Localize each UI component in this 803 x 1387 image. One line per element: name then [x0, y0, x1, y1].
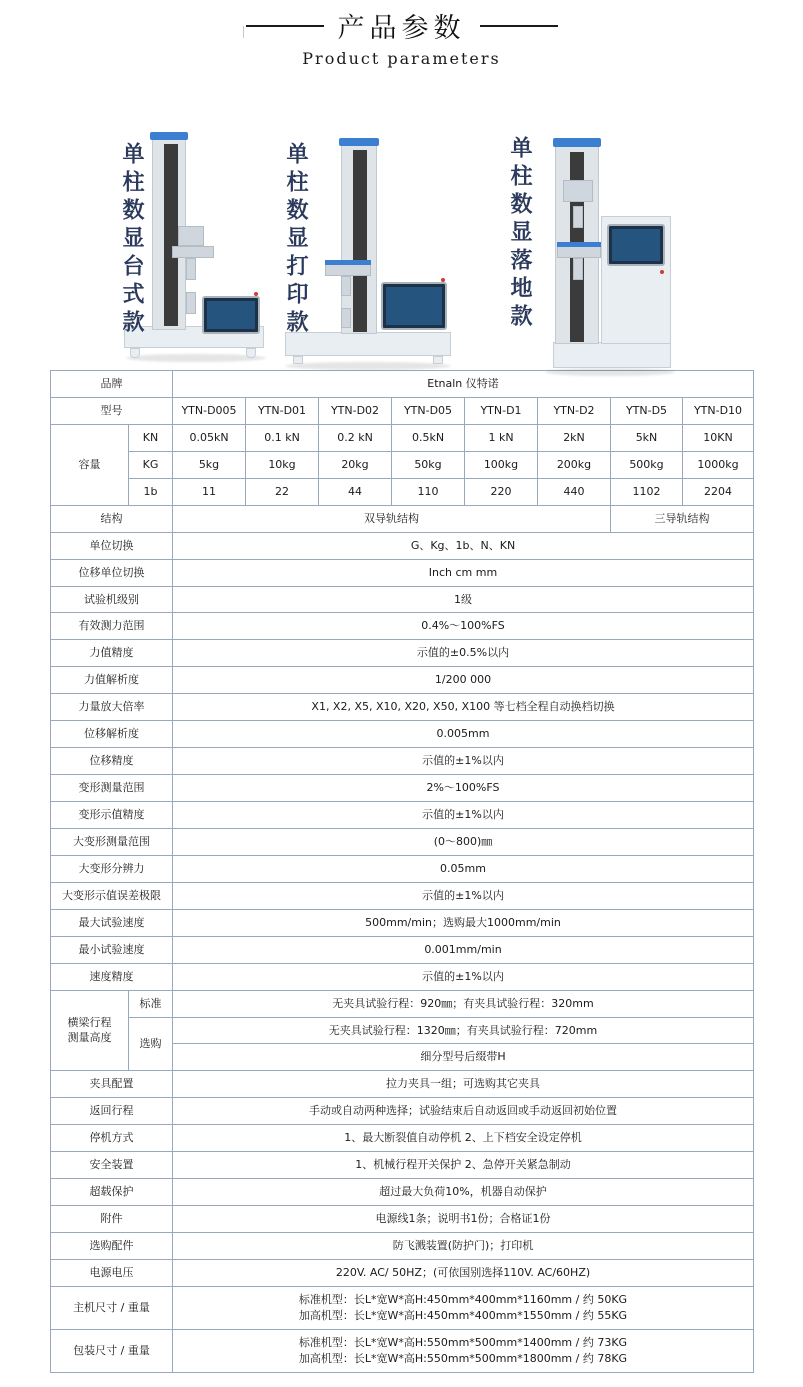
- row-label: 大变形分辨力: [51, 855, 173, 882]
- row-label-structure: 结构: [51, 505, 173, 532]
- stroke-sub-standard: 标准: [129, 990, 173, 1017]
- row-value-main-size: [173, 1286, 754, 1329]
- machine-crosshead: [557, 246, 601, 258]
- title-rule-left: [246, 25, 324, 27]
- row-value: 示值的±1%以内: [173, 882, 754, 909]
- machine-base-foot: [130, 348, 140, 358]
- capacity-cell: 1102: [611, 478, 683, 505]
- table-row: [51, 1206, 754, 1233]
- machine-base-foot: [246, 348, 256, 358]
- machine-base: [553, 342, 671, 368]
- table-row: [51, 1179, 754, 1206]
- machine-crosshead-accent: [325, 260, 371, 265]
- row-label: 最小试验速度: [51, 936, 173, 963]
- model-cell: YTN-D5: [611, 397, 683, 424]
- table-row: [51, 855, 754, 882]
- row-label-brand: 品牌: [51, 371, 173, 398]
- capacity-cell: 0.5kN: [392, 424, 465, 451]
- spec-table-wrapper: [0, 370, 803, 1387]
- capacity-cell: 1000kg: [683, 451, 754, 478]
- table-row: [51, 532, 754, 559]
- row-value-package-size: [173, 1329, 754, 1372]
- row-value: 1级: [173, 586, 754, 613]
- table-row-main-size: [51, 1286, 754, 1329]
- stroke-option-value: 无夹具试验行程：1320㎜；有夹具试验行程：720mm: [173, 1017, 754, 1044]
- row-value: 2%～100%FS: [173, 775, 754, 802]
- table-row: [51, 802, 754, 829]
- page-subtitle: Product parameters: [302, 49, 501, 68]
- machine-crosshead-accent: [557, 242, 601, 247]
- model-cell: YTN-D05: [392, 397, 465, 424]
- capacity-cell: 2204: [683, 478, 754, 505]
- row-label: 停机方式: [51, 1125, 173, 1152]
- capacity-cell: 220: [465, 478, 538, 505]
- cell-structure-triple: 三导轨结构: [611, 505, 754, 532]
- row-value: 1/200 000: [173, 667, 754, 694]
- row-label: 电源电压: [51, 1259, 173, 1286]
- capacity-unit: KG: [129, 451, 173, 478]
- machine-column: [353, 150, 367, 332]
- table-row: [51, 640, 754, 667]
- row-value: 500mm/min；选购最大1000mm/min: [173, 909, 754, 936]
- table-row: [51, 1071, 754, 1098]
- table-row: [51, 667, 754, 694]
- model-cell: YTN-D02: [319, 397, 392, 424]
- stroke-option-note: 细分型号后缀带H: [173, 1044, 754, 1071]
- capacity-cell: 100kg: [465, 451, 538, 478]
- page-title: 产品参数: [337, 13, 466, 44]
- table-row: [51, 559, 754, 586]
- row-value: 示值的±1%以内: [173, 748, 754, 775]
- product-image-1: [120, 126, 270, 366]
- table-row-structure: [51, 505, 754, 532]
- machine-control-panel: [202, 296, 260, 334]
- capacity-cell: 44: [319, 478, 392, 505]
- shadow: [285, 362, 451, 370]
- row-value: 0.4%～100%FS: [173, 613, 754, 640]
- main-size-line1: 标准机型：长L*宽W*高H:450mm*400mm*1160mm / 约 50KG: [298, 1292, 628, 1306]
- row-value: 超过最大负荷10%，机器自动保护: [173, 1179, 754, 1206]
- table-row: [51, 613, 754, 640]
- package-size-line1: 标准机型：长L*宽W*高H:550mm*500mm*1400mm / 约 73KG: [298, 1335, 628, 1349]
- row-value: 电源线1条；说明书1份；合格证1份: [173, 1206, 754, 1233]
- product-label-2: 单柱数显打印款: [283, 142, 309, 338]
- product-image-2: [285, 136, 455, 366]
- capacity-cell: 0.1 kN: [246, 424, 319, 451]
- capacity-cell: 1 kN: [465, 424, 538, 451]
- row-label: 夹具配置: [51, 1071, 173, 1098]
- table-row: [51, 1233, 754, 1260]
- table-row-capacity-kg: [51, 451, 754, 478]
- row-value: X1, X2, X5, X10, X20, X50, X100 等七档全程自动换档切换: [173, 694, 754, 721]
- machine-top-cap: [553, 138, 601, 147]
- capacity-cell: 0.2 kN: [319, 424, 392, 451]
- table-row: [51, 694, 754, 721]
- row-label: 大变形示值误差极限: [51, 882, 173, 909]
- package-size-line2: 加高机型：长L*宽W*高H:550mm*500mm*1800mm / 约 78KG: [298, 1351, 628, 1365]
- capacity-cell: 0.05kN: [173, 424, 246, 451]
- capacity-unit: KN: [129, 424, 173, 451]
- table-row: [51, 882, 754, 909]
- main-size-line2: 加高机型：长L*宽W*高H:450mm*400mm*1550mm / 约 55KG: [298, 1308, 628, 1322]
- row-label-main-size: 主机尺寸 / 重量: [51, 1286, 173, 1329]
- machine-top-cap: [339, 138, 379, 146]
- table-row-model: [51, 397, 754, 424]
- row-label: 返回行程: [51, 1098, 173, 1125]
- row-label: 大变形测量范围: [51, 828, 173, 855]
- model-cell: YTN-D1: [465, 397, 538, 424]
- machine-crosshead: [172, 246, 214, 258]
- product-image-3: [505, 88, 685, 373]
- stroke-label-line2: 测量高度: [67, 1031, 112, 1045]
- capacity-cell: 500kg: [611, 451, 683, 478]
- model-cell: YTN-D10: [683, 397, 754, 424]
- table-row-stroke-standard: [51, 990, 754, 1017]
- machine-grip-upper: [341, 276, 351, 296]
- machine-grip-lower: [186, 292, 196, 314]
- row-value: 示值的±1%以内: [173, 802, 754, 829]
- row-label: 最大试验速度: [51, 909, 173, 936]
- machine-column: [164, 144, 178, 326]
- status-led: [660, 270, 664, 274]
- shadow: [545, 368, 675, 376]
- product-label-3: 单柱数显落地款: [507, 136, 533, 332]
- stroke-standard-value: 无夹具试验行程：920㎜；有夹具试验行程：320mm: [173, 990, 754, 1017]
- capacity-cell: 10KN: [683, 424, 754, 451]
- row-label: 有效测力范围: [51, 613, 173, 640]
- capacity-cell: 20kg: [319, 451, 392, 478]
- row-label-model: 型号: [51, 397, 173, 424]
- row-label: 力值精度: [51, 640, 173, 667]
- machine-base-foot: [433, 356, 443, 364]
- row-label: 位移单位切换: [51, 559, 173, 586]
- machine-grip-lower: [573, 258, 583, 280]
- row-value: 1、最大断裂值自动停机 2、上下档安全设定停机: [173, 1125, 754, 1152]
- row-label: 力值解析度: [51, 667, 173, 694]
- row-value: 示值的±0.5%以内: [173, 640, 754, 667]
- row-value: 手动或自动两种选择；试验结束后自动返回或手动返回初始位置: [173, 1098, 754, 1125]
- capacity-cell: 10kg: [246, 451, 319, 478]
- capacity-cell: 5kg: [173, 451, 246, 478]
- model-cell: YTN-D01: [246, 397, 319, 424]
- table-row: [51, 721, 754, 748]
- machine-top-cap: [150, 132, 188, 140]
- cell-structure-dual: 双导轨结构: [173, 505, 611, 532]
- row-label: 位移精度: [51, 748, 173, 775]
- product-image-strip: [0, 78, 803, 368]
- row-label: 试验机级别: [51, 586, 173, 613]
- stroke-sub-option: 选购: [129, 1017, 173, 1071]
- row-label: 选购配件: [51, 1233, 173, 1260]
- row-label: 力量放大倍率: [51, 694, 173, 721]
- row-label: 超载保护: [51, 1179, 173, 1206]
- machine-control-panel: [381, 282, 447, 330]
- row-value: 220V. AC/ 50HZ；(可依国别选择110V. AC/60HZ): [173, 1259, 754, 1286]
- row-value: (0～800)㎜: [173, 828, 754, 855]
- table-row-capacity-kn: [51, 424, 754, 451]
- machine-load-cell: [563, 180, 593, 202]
- status-led: [254, 292, 258, 296]
- table-row: [51, 909, 754, 936]
- table-row-package-size: [51, 1329, 754, 1372]
- row-label-package-size: 包装尺寸 / 重量: [51, 1329, 173, 1372]
- machine-control-panel: [607, 224, 665, 266]
- machine-grip-upper: [186, 258, 196, 280]
- row-label: 安全装置: [51, 1152, 173, 1179]
- row-label: 位移解析度: [51, 721, 173, 748]
- row-label: 速度精度: [51, 963, 173, 990]
- row-label: 附件: [51, 1206, 173, 1233]
- machine-load-cell: [178, 226, 204, 246]
- row-value: 0.05mm: [173, 855, 754, 882]
- table-row: [51, 1098, 754, 1125]
- model-cell: YTN-D005: [173, 397, 246, 424]
- row-label-capacity: 容量: [51, 424, 129, 505]
- shadow: [126, 354, 266, 362]
- row-value: 0.005mm: [173, 721, 754, 748]
- table-row: [51, 775, 754, 802]
- row-value: 1、机械行程开关保护 2、急停开关紧急制动: [173, 1152, 754, 1179]
- machine-grip-upper: [573, 206, 583, 228]
- title-rule-right: [480, 25, 558, 27]
- row-label-stroke: [51, 990, 129, 1071]
- table-row: [51, 1259, 754, 1286]
- table-row-stroke-option: [51, 1017, 754, 1044]
- row-label: 变形测量范围: [51, 775, 173, 802]
- machine-grip-lower: [341, 308, 351, 328]
- row-value: 防飞溅装置(防护门)；打印机: [173, 1233, 754, 1260]
- row-value: Inch cm mm: [173, 559, 754, 586]
- page-header: [0, 0, 803, 68]
- row-value: 0.001mm/min: [173, 936, 754, 963]
- table-row: [51, 936, 754, 963]
- capacity-unit: 1b: [129, 478, 173, 505]
- stroke-label-line1: 横梁行程: [67, 1015, 112, 1029]
- capacity-cell: 110: [392, 478, 465, 505]
- table-row: [51, 586, 754, 613]
- capacity-cell: 22: [246, 478, 319, 505]
- model-cell: YTN-D2: [538, 397, 611, 424]
- status-led: [441, 278, 445, 282]
- table-row: [51, 828, 754, 855]
- capacity-cell: 11: [173, 478, 246, 505]
- capacity-cell: 440: [538, 478, 611, 505]
- row-value: G、Kg、1b、N、KN: [173, 532, 754, 559]
- capacity-cell: 2kN: [538, 424, 611, 451]
- table-row: [51, 748, 754, 775]
- spec-table: [50, 370, 754, 1373]
- machine-crosshead: [325, 264, 371, 276]
- row-label: 单位切换: [51, 532, 173, 559]
- machine-base-foot: [293, 356, 303, 364]
- row-value: 拉力夹具一组；可选购其它夹具: [173, 1071, 754, 1098]
- row-value: 示值的±1%以内: [173, 963, 754, 990]
- product-label-1: 单柱数显台式款: [119, 142, 145, 338]
- capacity-cell: 200kg: [538, 451, 611, 478]
- cell-brand-value: Etnaln 仪特诺: [173, 371, 754, 398]
- decorative-tick: [243, 26, 244, 38]
- row-label: 变形示值精度: [51, 802, 173, 829]
- table-row: [51, 963, 754, 990]
- capacity-cell: 50kg: [392, 451, 465, 478]
- table-row: [51, 1125, 754, 1152]
- table-row-capacity-lb: [51, 478, 754, 505]
- title-row: [0, 6, 803, 45]
- capacity-cell: 5kN: [611, 424, 683, 451]
- table-row: [51, 1152, 754, 1179]
